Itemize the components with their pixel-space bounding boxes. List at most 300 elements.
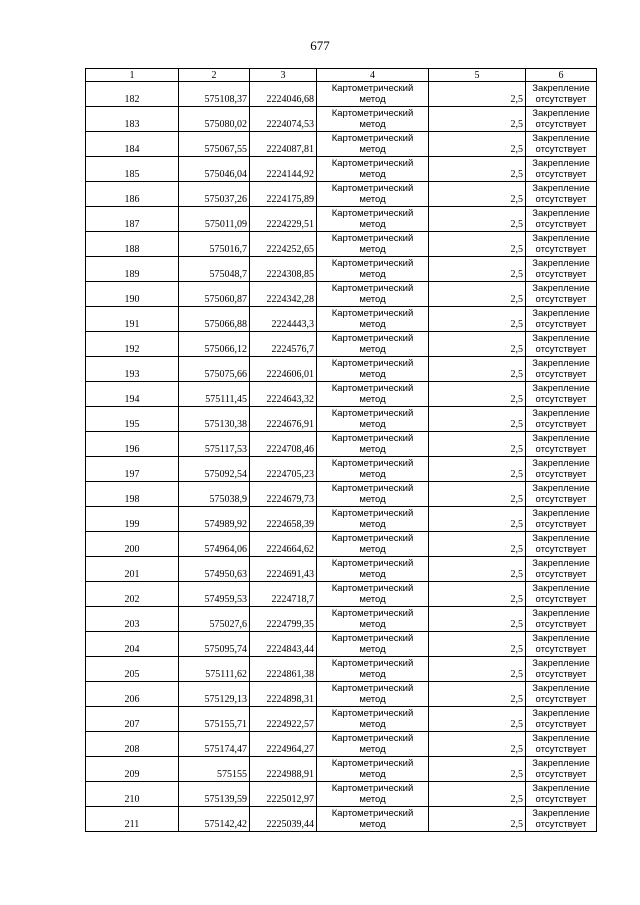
- method-cell: [317, 282, 429, 307]
- accuracy-value: 2,5: [429, 757, 526, 782]
- method-cell: [317, 732, 429, 757]
- accuracy-value: 2,5: [429, 632, 526, 657]
- method-line-2: метод: [359, 219, 386, 230]
- fixation-line-1: Закрепление: [532, 483, 590, 494]
- accuracy-value: 2,5: [429, 432, 526, 457]
- coordinate-x: 575174,47: [179, 732, 250, 757]
- fixation-line-2: отсутствует: [535, 744, 587, 755]
- method-cell: [317, 382, 429, 407]
- fixation-cell: [526, 207, 597, 232]
- coordinate-y: 2224144,92: [250, 157, 317, 182]
- method-line-2: метод: [359, 694, 386, 705]
- fixation-line-2: отсутствует: [535, 219, 587, 230]
- coordinate-y: 2224643,32: [250, 382, 317, 407]
- table-row: [86, 82, 597, 107]
- method-line-2: метод: [359, 544, 386, 555]
- coordinate-y: 2224046,68: [250, 82, 317, 107]
- table-row: [86, 582, 597, 607]
- accuracy-value: 2,5: [429, 732, 526, 757]
- fixation-cell: [526, 382, 597, 407]
- fixation-cell: [526, 282, 597, 307]
- fixation-cell: [526, 132, 597, 157]
- coordinate-x: 575111,45: [179, 382, 250, 407]
- fixation-cell: [526, 482, 597, 507]
- coordinate-y: 2224175,89: [250, 182, 317, 207]
- table-row: [86, 407, 597, 432]
- table-row: [86, 382, 597, 407]
- coordinate-x: 575038,9: [179, 482, 250, 507]
- coordinate-y: 2224708,46: [250, 432, 317, 457]
- fixation-line-1: Закрепление: [532, 533, 590, 544]
- coordinate-x: 575066,12: [179, 332, 250, 357]
- coordinate-y: 2224664,62: [250, 532, 317, 557]
- fixation-cell: [526, 607, 597, 632]
- fixation-cell: [526, 807, 597, 832]
- fixation-line-1: Закрепление: [532, 233, 590, 244]
- coordinate-x: 575027,6: [179, 607, 250, 632]
- fixation-cell: [526, 782, 597, 807]
- accuracy-value: 2,5: [429, 382, 526, 407]
- point-number: 210: [86, 782, 179, 807]
- fixation-cell: [526, 157, 597, 182]
- fixation-line-1: Закрепление: [532, 308, 590, 319]
- coordinate-y: 2224922,57: [250, 707, 317, 732]
- point-number: 188: [86, 232, 179, 257]
- fixation-line-2: отсутствует: [535, 569, 587, 580]
- method-line-2: метод: [359, 594, 386, 605]
- accuracy-value: 2,5: [429, 132, 526, 157]
- table-row: [86, 357, 597, 382]
- method-cell: [317, 807, 429, 832]
- fixation-line-1: Закрепление: [532, 558, 590, 569]
- method-line-2: метод: [359, 119, 386, 130]
- method-line-2: метод: [359, 394, 386, 405]
- column-header-3: 3: [250, 69, 317, 82]
- fixation-line-1: Закрепление: [532, 158, 590, 169]
- method-cell: [317, 157, 429, 182]
- fixation-line-1: Закрепление: [532, 433, 590, 444]
- point-number: 201: [86, 557, 179, 582]
- coordinates-table: [85, 68, 597, 832]
- table-body: [86, 82, 597, 832]
- point-number: 195: [86, 407, 179, 432]
- method-line-1: Картометрический: [331, 208, 414, 219]
- table-row: [86, 257, 597, 282]
- accuracy-value: 2,5: [429, 607, 526, 632]
- fixation-cell: [526, 232, 597, 257]
- accuracy-value: 2,5: [429, 282, 526, 307]
- method-cell: [317, 332, 429, 357]
- table-row: [86, 607, 597, 632]
- coordinate-x: 575037,26: [179, 182, 250, 207]
- fixation-line-1: Закрепление: [532, 508, 590, 519]
- table-row: [86, 132, 597, 157]
- accuracy-value: 2,5: [429, 157, 526, 182]
- table-row: [86, 632, 597, 657]
- coordinate-y: 2225039,44: [250, 807, 317, 832]
- column-header-5: 5: [429, 69, 526, 82]
- coordinate-x: 575080,02: [179, 107, 250, 132]
- coordinate-x: 575108,37: [179, 82, 250, 107]
- method-line-1: Картометрический: [331, 783, 414, 794]
- method-cell: [317, 757, 429, 782]
- method-line-2: метод: [359, 469, 386, 480]
- table-row: [86, 482, 597, 507]
- method-cell: [317, 507, 429, 532]
- coordinate-x: 574950,63: [179, 557, 250, 582]
- fixation-line-2: отсутствует: [535, 194, 587, 205]
- point-number: 203: [86, 607, 179, 632]
- coordinate-x: 574964,06: [179, 532, 250, 557]
- method-line-2: метод: [359, 619, 386, 630]
- fixation-cell: [526, 507, 597, 532]
- fixation-line-1: Закрепление: [532, 258, 590, 269]
- method-line-1: Картометрический: [331, 433, 414, 444]
- fixation-line-2: отсутствует: [535, 469, 587, 480]
- fixation-line-2: отсутствует: [535, 394, 587, 405]
- accuracy-value: 2,5: [429, 782, 526, 807]
- table-row: [86, 682, 597, 707]
- point-number: 209: [86, 757, 179, 782]
- fixation-line-2: отсутствует: [535, 144, 587, 155]
- fixation-line-1: Закрепление: [532, 683, 590, 694]
- fixation-line-1: Закрепление: [532, 633, 590, 644]
- method-line-1: Картометрический: [331, 258, 414, 269]
- table-row: [86, 732, 597, 757]
- table-row: [86, 782, 597, 807]
- point-number: 191: [86, 307, 179, 332]
- fixation-cell: [526, 357, 597, 382]
- table-row: [86, 207, 597, 232]
- table-row: [86, 807, 597, 832]
- fixation-line-1: Закрепление: [532, 208, 590, 219]
- coordinate-y: 2224691,43: [250, 557, 317, 582]
- method-line-1: Картометрический: [331, 308, 414, 319]
- method-line-2: метод: [359, 369, 386, 380]
- point-number: 204: [86, 632, 179, 657]
- fixation-cell: [526, 107, 597, 132]
- method-cell: [317, 257, 429, 282]
- coordinate-x: 575095,74: [179, 632, 250, 657]
- header-row: [86, 69, 597, 82]
- method-line-2: метод: [359, 344, 386, 355]
- fixation-cell: [526, 632, 597, 657]
- coordinate-y: 2224606,01: [250, 357, 317, 382]
- fixation-cell: [526, 532, 597, 557]
- method-cell: [317, 357, 429, 382]
- coordinate-y: 2224229,51: [250, 207, 317, 232]
- fixation-line-2: отсутствует: [535, 119, 587, 130]
- method-line-1: Картометрический: [331, 383, 414, 394]
- method-cell: [317, 657, 429, 682]
- coordinate-x: 575117,53: [179, 432, 250, 457]
- table-row: [86, 332, 597, 357]
- method-line-2: метод: [359, 244, 386, 255]
- fixation-line-1: Закрепление: [532, 333, 590, 344]
- column-header-2: 2: [179, 69, 250, 82]
- method-line-2: метод: [359, 169, 386, 180]
- point-number: 192: [86, 332, 179, 357]
- fixation-line-2: отсутствует: [535, 269, 587, 280]
- coordinate-x: 575130,38: [179, 407, 250, 432]
- table-row: [86, 707, 597, 732]
- method-cell: [317, 132, 429, 157]
- method-line-2: метод: [359, 319, 386, 330]
- fixation-line-2: отсутствует: [535, 419, 587, 430]
- fixation-line-1: Закрепление: [532, 783, 590, 794]
- accuracy-value: 2,5: [429, 807, 526, 832]
- coordinate-y: 2224964,27: [250, 732, 317, 757]
- method-line-1: Картометрический: [331, 658, 414, 669]
- point-number: 211: [86, 807, 179, 832]
- point-number: 202: [86, 582, 179, 607]
- fixation-line-2: отсутствует: [535, 94, 587, 105]
- point-number: 189: [86, 257, 179, 282]
- method-line-1: Картометрический: [331, 733, 414, 744]
- accuracy-value: 2,5: [429, 332, 526, 357]
- method-line-1: Картометрический: [331, 158, 414, 169]
- table-row: [86, 182, 597, 207]
- method-line-2: метод: [359, 669, 386, 680]
- method-line-2: метод: [359, 744, 386, 755]
- accuracy-value: 2,5: [429, 582, 526, 607]
- fixation-cell: [526, 657, 597, 682]
- accuracy-value: 2,5: [429, 457, 526, 482]
- accuracy-value: 2,5: [429, 182, 526, 207]
- fixation-line-1: Закрепление: [532, 358, 590, 369]
- fixation-cell: [526, 182, 597, 207]
- fixation-line-2: отсутствует: [535, 494, 587, 505]
- coordinate-x: 575048,7: [179, 257, 250, 282]
- method-cell: [317, 432, 429, 457]
- point-number: 199: [86, 507, 179, 532]
- fixation-cell: [526, 407, 597, 432]
- fixation-line-2: отсутствует: [535, 619, 587, 630]
- method-line-1: Картометрический: [331, 133, 414, 144]
- coordinate-y: 2224087,81: [250, 132, 317, 157]
- method-line-2: метод: [359, 519, 386, 530]
- method-cell: [317, 582, 429, 607]
- coordinate-x: 575155: [179, 757, 250, 782]
- fixation-line-1: Закрепление: [532, 758, 590, 769]
- method-cell: [317, 782, 429, 807]
- method-line-1: Картометрический: [331, 808, 414, 819]
- accuracy-value: 2,5: [429, 682, 526, 707]
- method-line-2: метод: [359, 294, 386, 305]
- table-row: [86, 557, 597, 582]
- point-number: 194: [86, 382, 179, 407]
- point-number: 208: [86, 732, 179, 757]
- method-line-1: Картометрический: [331, 283, 414, 294]
- method-cell: [317, 682, 429, 707]
- fixation-line-1: Закрепление: [532, 283, 590, 294]
- fixation-line-2: отсутствует: [535, 694, 587, 705]
- point-number: 197: [86, 457, 179, 482]
- method-line-2: метод: [359, 144, 386, 155]
- table-row: [86, 282, 597, 307]
- coordinate-x: 574989,92: [179, 507, 250, 532]
- fixation-line-1: Закрепление: [532, 608, 590, 619]
- method-cell: [317, 207, 429, 232]
- accuracy-value: 2,5: [429, 507, 526, 532]
- method-cell: [317, 307, 429, 332]
- method-line-1: Картометрический: [331, 633, 414, 644]
- point-number: 183: [86, 107, 179, 132]
- fixation-line-2: отсутствует: [535, 319, 587, 330]
- column-header-1: 1: [86, 69, 179, 82]
- table-row: [86, 657, 597, 682]
- fixation-line-2: отсутствует: [535, 444, 587, 455]
- method-line-2: метод: [359, 94, 386, 105]
- coordinate-y: 2224861,38: [250, 657, 317, 682]
- fixation-cell: [526, 557, 597, 582]
- fixation-line-2: отсутствует: [535, 794, 587, 805]
- column-header-6: 6: [526, 69, 597, 82]
- fixation-line-1: Закрепление: [532, 733, 590, 744]
- table-row: [86, 107, 597, 132]
- fixation-cell: [526, 82, 597, 107]
- coordinate-y: 2225012,97: [250, 782, 317, 807]
- method-cell: [317, 457, 429, 482]
- method-line-2: метод: [359, 769, 386, 780]
- coordinate-y: 2224679,73: [250, 482, 317, 507]
- point-number: 190: [86, 282, 179, 307]
- coordinate-y: 2224676,91: [250, 407, 317, 432]
- method-line-1: Картометрический: [331, 333, 414, 344]
- fixation-line-1: Закрепление: [532, 383, 590, 394]
- method-line-2: метод: [359, 269, 386, 280]
- coordinate-y: 2224718,7: [250, 582, 317, 607]
- coordinate-y: 2224658,39: [250, 507, 317, 532]
- coordinate-x: 575046,04: [179, 157, 250, 182]
- method-line-2: метод: [359, 419, 386, 430]
- point-number: 207: [86, 707, 179, 732]
- fixation-line-1: Закрепление: [532, 708, 590, 719]
- accuracy-value: 2,5: [429, 482, 526, 507]
- fixation-line-2: отсутствует: [535, 169, 587, 180]
- method-cell: [317, 82, 429, 107]
- method-cell: [317, 482, 429, 507]
- accuracy-value: 2,5: [429, 107, 526, 132]
- fixation-cell: [526, 682, 597, 707]
- method-cell: [317, 407, 429, 432]
- method-line-1: Картометрический: [331, 708, 414, 719]
- point-number: 185: [86, 157, 179, 182]
- coordinate-x: 575142,42: [179, 807, 250, 832]
- point-number: 205: [86, 657, 179, 682]
- fixation-line-1: Закрепление: [532, 458, 590, 469]
- accuracy-value: 2,5: [429, 707, 526, 732]
- method-line-1: Картометрический: [331, 233, 414, 244]
- fixation-line-2: отсутствует: [535, 244, 587, 255]
- coordinate-x: 574959,53: [179, 582, 250, 607]
- fixation-line-2: отсутствует: [535, 519, 587, 530]
- coordinate-y: 2224898,31: [250, 682, 317, 707]
- method-line-1: Картометрический: [331, 83, 414, 94]
- fixation-cell: [526, 732, 597, 757]
- fixation-cell: [526, 307, 597, 332]
- coordinate-y: 2224342,28: [250, 282, 317, 307]
- method-line-1: Картометрический: [331, 758, 414, 769]
- point-number: 206: [86, 682, 179, 707]
- coordinate-x: 575129,13: [179, 682, 250, 707]
- fixation-line-2: отсутствует: [535, 644, 587, 655]
- method-line-1: Картометрический: [331, 358, 414, 369]
- accuracy-value: 2,5: [429, 532, 526, 557]
- accuracy-value: 2,5: [429, 207, 526, 232]
- method-cell: [317, 557, 429, 582]
- coordinate-y: 2224074,53: [250, 107, 317, 132]
- accuracy-value: 2,5: [429, 657, 526, 682]
- fixation-line-2: отсутствует: [535, 544, 587, 555]
- coordinate-y: 2224705,23: [250, 457, 317, 482]
- accuracy-value: 2,5: [429, 357, 526, 382]
- fixation-line-1: Закрепление: [532, 83, 590, 94]
- method-cell: [317, 607, 429, 632]
- coordinate-x: 575092,54: [179, 457, 250, 482]
- method-line-1: Картометрический: [331, 483, 414, 494]
- fixation-line-1: Закрепление: [532, 583, 590, 594]
- table-row: [86, 157, 597, 182]
- method-line-1: Картометрический: [331, 108, 414, 119]
- fixation-cell: [526, 332, 597, 357]
- fixation-line-2: отсутствует: [535, 594, 587, 605]
- coordinate-y: 2224252,65: [250, 232, 317, 257]
- method-line-1: Картометрический: [331, 458, 414, 469]
- table-row: [86, 232, 597, 257]
- method-line-2: метод: [359, 194, 386, 205]
- method-cell: [317, 632, 429, 657]
- method-cell: [317, 107, 429, 132]
- method-line-1: Картометрический: [331, 608, 414, 619]
- point-number: 184: [86, 132, 179, 157]
- page-number: 677: [310, 38, 330, 53]
- fixation-cell: [526, 707, 597, 732]
- method-line-2: метод: [359, 494, 386, 505]
- point-number: 198: [86, 482, 179, 507]
- coordinate-x: 575075,66: [179, 357, 250, 382]
- method-line-1: Картометрический: [331, 583, 414, 594]
- method-cell: [317, 707, 429, 732]
- method-line-1: Картометрический: [331, 408, 414, 419]
- method-cell: [317, 532, 429, 557]
- fixation-cell: [526, 432, 597, 457]
- accuracy-value: 2,5: [429, 557, 526, 582]
- fixation-line-2: отсутствует: [535, 819, 587, 830]
- coordinate-y: 2224988,91: [250, 757, 317, 782]
- method-line-2: метод: [359, 719, 386, 730]
- method-line-2: метод: [359, 444, 386, 455]
- fixation-line-2: отсутствует: [535, 294, 587, 305]
- fixation-line-2: отсутствует: [535, 669, 587, 680]
- fixation-line-1: Закрепление: [532, 808, 590, 819]
- method-line-2: метод: [359, 569, 386, 580]
- method-cell: [317, 182, 429, 207]
- coordinate-x: 575111,62: [179, 657, 250, 682]
- table-row: [86, 307, 597, 332]
- point-number: 196: [86, 432, 179, 457]
- method-line-1: Картометрический: [331, 558, 414, 569]
- method-cell: [317, 232, 429, 257]
- method-line-2: метод: [359, 794, 386, 805]
- fixation-cell: [526, 582, 597, 607]
- accuracy-value: 2,5: [429, 82, 526, 107]
- fixation-line-1: Закрепление: [532, 183, 590, 194]
- coordinate-y: 2224576,7: [250, 332, 317, 357]
- coordinate-x: 575011,09: [179, 207, 250, 232]
- accuracy-value: 2,5: [429, 257, 526, 282]
- accuracy-value: 2,5: [429, 307, 526, 332]
